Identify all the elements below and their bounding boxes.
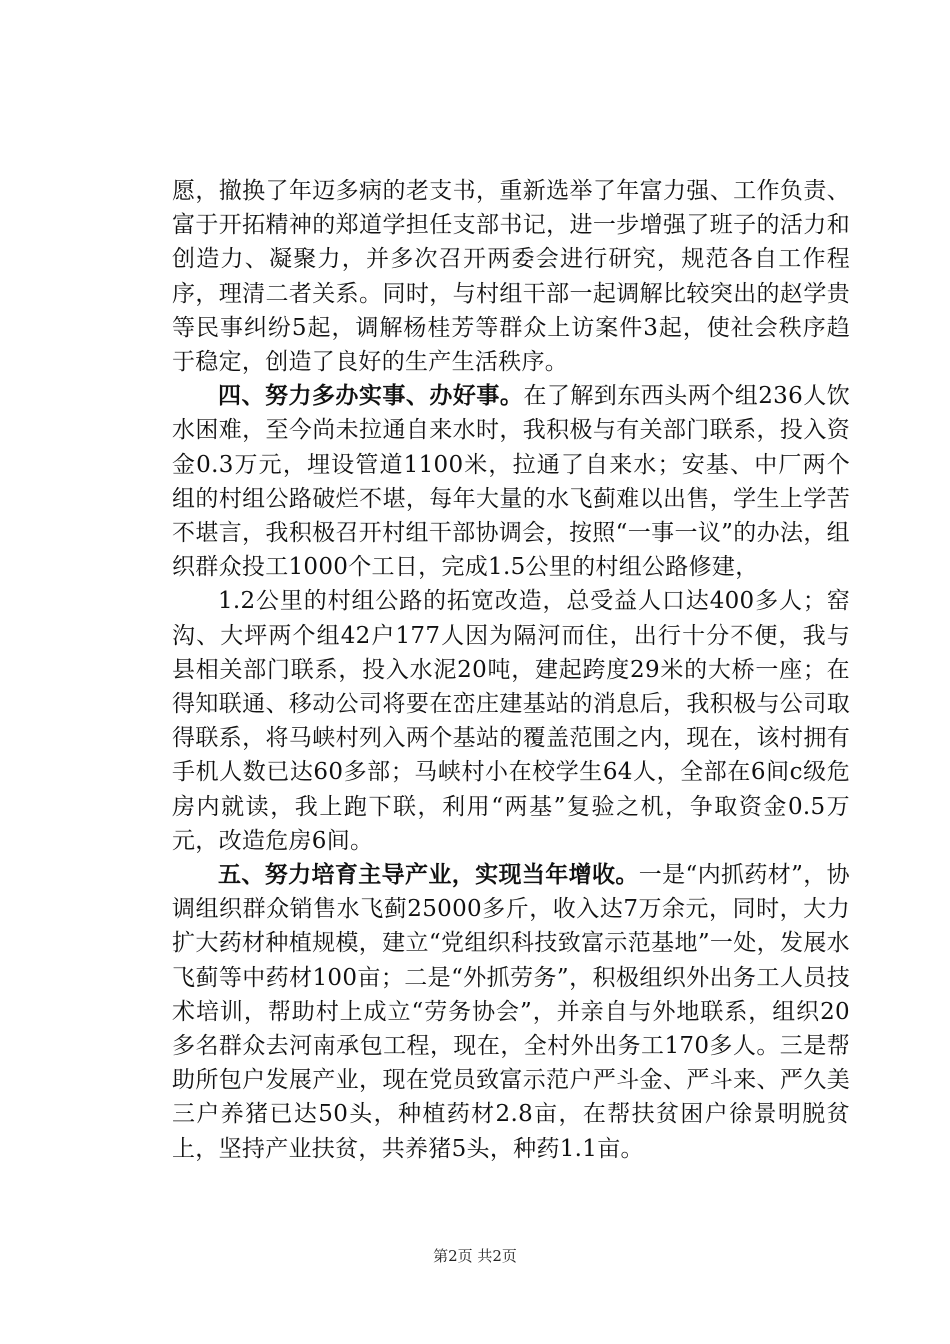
paragraph-text: 在了解到东西头两个组236人饮水困难，至今尚未拉通自来水时，我积极与有关部门联系，投入资金0.3万元，埋设管道1100米，拉通了自来水；安基、中厂两个组的村组公路破烂不堪，每年大量的水飞蓟难以出售，学生上学苦不堪言，我积极召开村组干部协调会，按照“一事一议”的办法，组织群众投工1000个工日，完成1.5公里的村组公路修建， [172, 383, 850, 581]
document-body [172, 174, 850, 1166]
paragraph-section-four [172, 379, 850, 584]
paragraph-continuation [172, 174, 850, 379]
paragraph-text: 1.2公里的村组公路的拓宽改造，总受益人口达400多人；窑沟、大坪两个组42户177人因为隔河而住，出行十分不便，我与县相关部门联系，投入水泥20吨，建起跨度29米的大桥一座；在得知联通、移动公司将要在峦庄建基站的消息后，我积极与公司取得联系，将马峡村列入两个基站的覆盖范围之内，现在，该村拥有手机人数已达60多部；马峡村小在校学生64人，全部在6间c级危房内就读，我上跑下联，利用“两基”复验之机，争取资金0.5万元，改造危房6间。 [172, 588, 850, 854]
paragraph-road-and-bridge [172, 584, 850, 858]
section-heading: 四、努力多办实事、办好事。 [218, 382, 524, 410]
paragraph-section-five [172, 858, 850, 1166]
paragraph-text: 一是“内抓药材”，协调组织群众销售水飞蓟25000多斤，收入达7万余元，同时，大力扩大药材种植规模，建立“党组织科技致富示范基地”一处，发展水飞蓟等中药材100亩；二是“外抓劳务”，积极组织外出务工人员技术培训，帮助村上成立“劳务协会”，并亲自与外地联系，组织20多名群众去河南承包工程，现在，全村外出务工170多人。三是帮助所包户发展产业，现在党员致富示范户严斗金、严斗来、严久美三户养猪已达50头，种植药材2.8亩，在帮扶贫困户徐景明脱贫上，坚持产业扶贫，共养猪5头，种药1.1亩。 [172, 862, 850, 1162]
paragraph-text: 愿，撤换了年迈多病的老支书，重新选举了年富力强、工作负责、富于开拓精神的郑道学担任支部书记，进一步增强了班子的活力和创造力、凝聚力，并多次召开两委会进行研究，规范各自工作程序，理清二者关系。同时，与村组干部一起调解比较突出的赵学贵等民事纠纷5起，调解杨桂芳等群众上访案件3起，使社会秩序趋于稳定，创造了良好的生产生活秩序。 [172, 178, 850, 376]
section-heading: 五、努力培育主导产业，实现当年增收。 [218, 861, 639, 889]
page-number-footer: 第2页 共2页 [433, 1247, 517, 1265]
